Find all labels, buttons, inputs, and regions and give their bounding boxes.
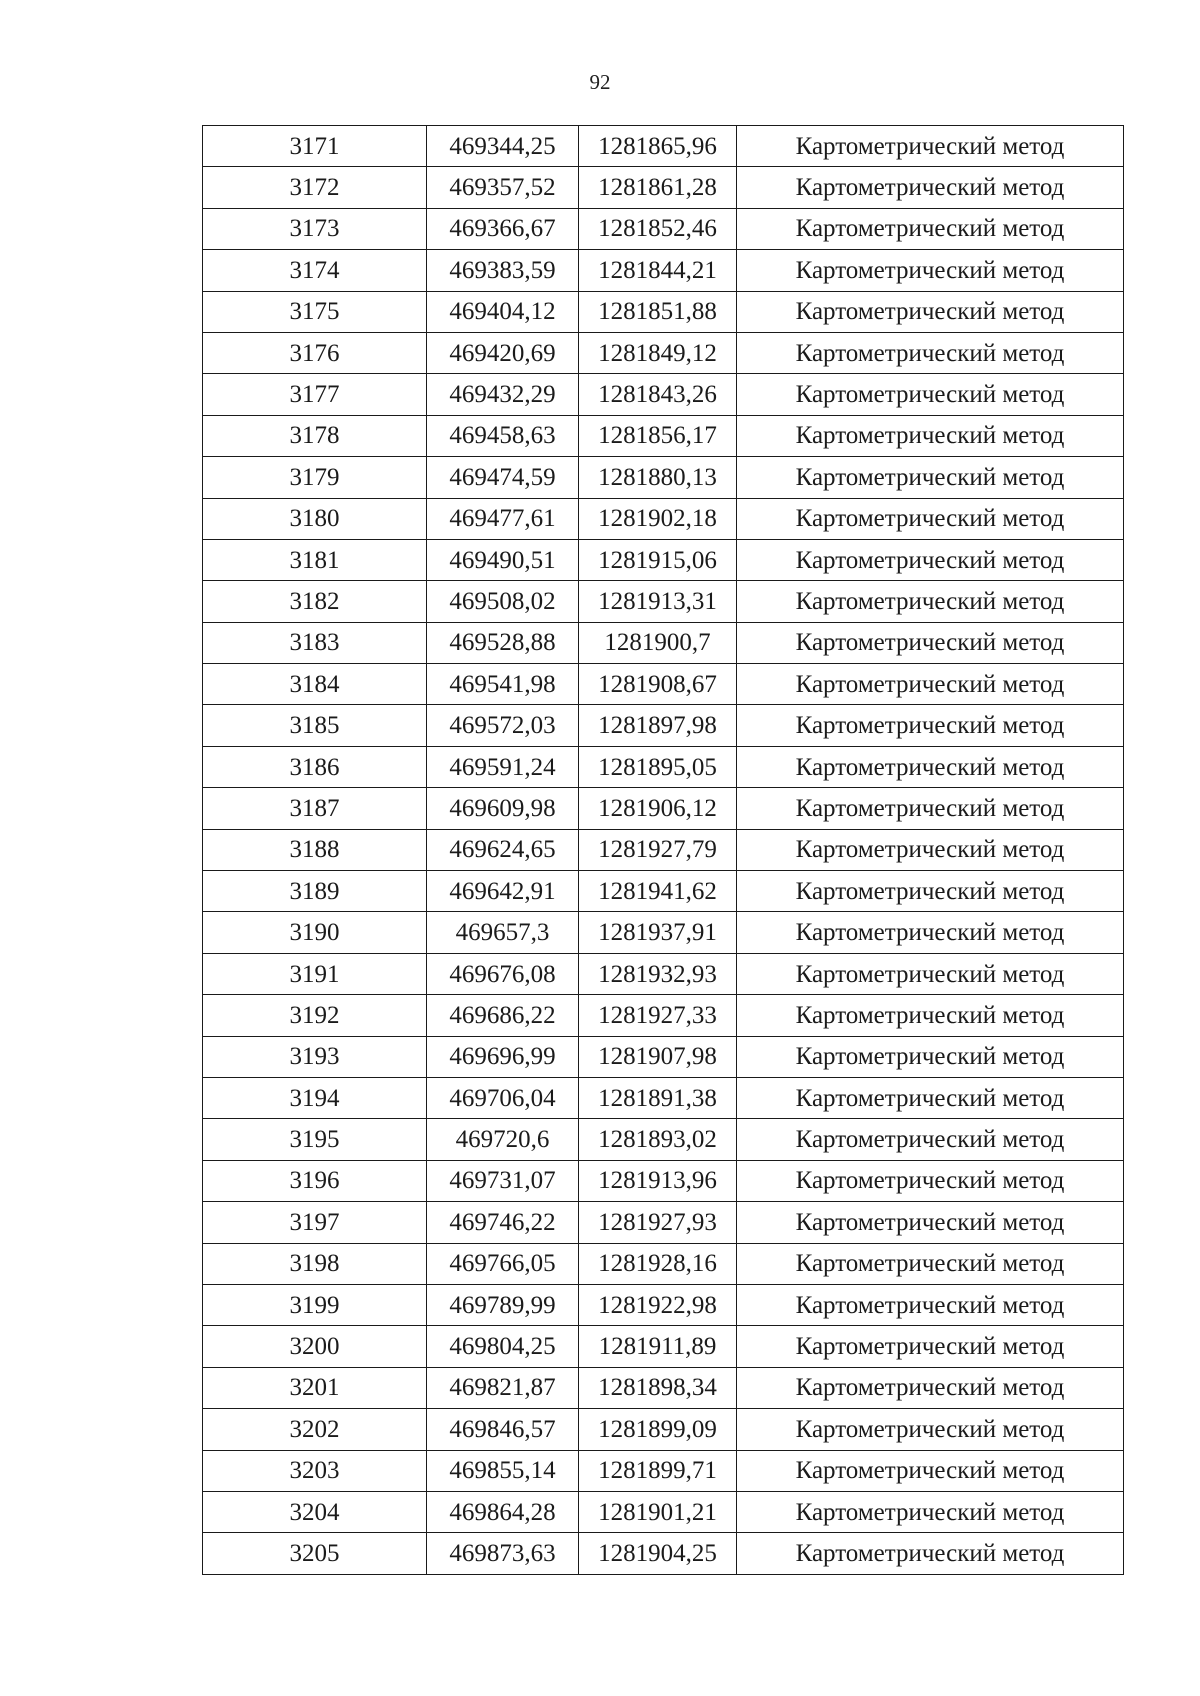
method-cell: Картометрический метод <box>737 1533 1124 1574</box>
method-cell: Картометрический метод <box>737 788 1124 829</box>
x-coordinate-cell: 469642,91 <box>427 871 579 912</box>
method-cell: Картометрический метод <box>737 457 1124 498</box>
table-row <box>203 705 1124 746</box>
table-row <box>203 581 1124 622</box>
method-cell: Картометрический метод <box>737 1243 1124 1284</box>
table-row <box>203 126 1124 167</box>
y-coordinate-cell: 1281898,34 <box>579 1367 737 1408</box>
point-number-cell: 3187 <box>203 788 427 829</box>
x-coordinate-cell: 469474,59 <box>427 457 579 498</box>
x-coordinate-cell: 469357,52 <box>427 167 579 208</box>
table-row <box>203 1367 1124 1408</box>
x-coordinate-cell: 469657,3 <box>427 912 579 953</box>
y-coordinate-cell: 1281880,13 <box>579 457 737 498</box>
point-number-cell: 3195 <box>203 1119 427 1160</box>
table-row <box>203 953 1124 994</box>
point-number-cell: 3171 <box>203 126 427 167</box>
y-coordinate-cell: 1281911,89 <box>579 1326 737 1367</box>
table-row <box>203 250 1124 291</box>
method-cell: Картометрический метод <box>737 1119 1124 1160</box>
y-coordinate-cell: 1281915,06 <box>579 539 737 580</box>
table-row <box>203 788 1124 829</box>
point-number-cell: 3202 <box>203 1409 427 1450</box>
y-coordinate-cell: 1281932,93 <box>579 953 737 994</box>
point-number-cell: 3201 <box>203 1367 427 1408</box>
y-coordinate-cell: 1281928,16 <box>579 1243 737 1284</box>
point-number-cell: 3177 <box>203 374 427 415</box>
point-number-cell: 3178 <box>203 415 427 456</box>
table-row <box>203 1243 1124 1284</box>
table-row <box>203 871 1124 912</box>
point-number-cell: 3172 <box>203 167 427 208</box>
table-row <box>203 332 1124 373</box>
method-cell: Картометрический метод <box>737 1409 1124 1450</box>
point-number-cell: 3200 <box>203 1326 427 1367</box>
point-number-cell: 3183 <box>203 622 427 663</box>
point-number-cell: 3193 <box>203 1036 427 1077</box>
y-coordinate-cell: 1281844,21 <box>579 250 737 291</box>
method-cell: Картометрический метод <box>737 332 1124 373</box>
x-coordinate-cell: 469804,25 <box>427 1326 579 1367</box>
point-number-cell: 3191 <box>203 953 427 994</box>
method-cell: Картометрический метод <box>737 126 1124 167</box>
x-coordinate-cell: 469706,04 <box>427 1077 579 1118</box>
table-row <box>203 1284 1124 1325</box>
x-coordinate-cell: 469383,59 <box>427 250 579 291</box>
y-coordinate-cell: 1281852,46 <box>579 208 737 249</box>
point-number-cell: 3205 <box>203 1533 427 1574</box>
table-row <box>203 208 1124 249</box>
method-cell: Картометрический метод <box>737 664 1124 705</box>
method-cell: Картометрический метод <box>737 1450 1124 1491</box>
table-row <box>203 664 1124 705</box>
method-cell: Картометрический метод <box>737 995 1124 1036</box>
method-cell: Картометрический метод <box>737 1077 1124 1118</box>
x-coordinate-cell: 469477,61 <box>427 498 579 539</box>
method-cell: Картометрический метод <box>737 498 1124 539</box>
x-coordinate-cell: 469696,99 <box>427 1036 579 1077</box>
method-cell: Картометрический метод <box>737 705 1124 746</box>
point-number-cell: 3174 <box>203 250 427 291</box>
x-coordinate-cell: 469458,63 <box>427 415 579 456</box>
y-coordinate-cell: 1281927,93 <box>579 1202 737 1243</box>
x-coordinate-cell: 469490,51 <box>427 539 579 580</box>
method-cell: Картометрический метод <box>737 581 1124 622</box>
y-coordinate-cell: 1281861,28 <box>579 167 737 208</box>
x-coordinate-cell: 469344,25 <box>427 126 579 167</box>
point-number-cell: 3186 <box>203 746 427 787</box>
y-coordinate-cell: 1281941,62 <box>579 871 737 912</box>
point-number-cell: 3179 <box>203 457 427 498</box>
method-cell: Картометрический метод <box>737 746 1124 787</box>
method-cell: Картометрический метод <box>737 374 1124 415</box>
table-row <box>203 498 1124 539</box>
point-number-cell: 3176 <box>203 332 427 373</box>
x-coordinate-cell: 469591,24 <box>427 746 579 787</box>
x-coordinate-cell: 469789,99 <box>427 1284 579 1325</box>
y-coordinate-cell: 1281899,71 <box>579 1450 737 1491</box>
y-coordinate-cell: 1281907,98 <box>579 1036 737 1077</box>
x-coordinate-cell: 469821,87 <box>427 1367 579 1408</box>
x-coordinate-cell: 469720,6 <box>427 1119 579 1160</box>
point-number-cell: 3198 <box>203 1243 427 1284</box>
y-coordinate-cell: 1281901,21 <box>579 1491 737 1532</box>
table-row <box>203 1491 1124 1532</box>
y-coordinate-cell: 1281937,91 <box>579 912 737 953</box>
y-coordinate-cell: 1281913,96 <box>579 1160 737 1201</box>
x-coordinate-cell: 469432,29 <box>427 374 579 415</box>
y-coordinate-cell: 1281849,12 <box>579 332 737 373</box>
x-coordinate-cell: 469609,98 <box>427 788 579 829</box>
table-row <box>203 1119 1124 1160</box>
table-row <box>203 374 1124 415</box>
y-coordinate-cell: 1281900,7 <box>579 622 737 663</box>
y-coordinate-cell: 1281865,96 <box>579 126 737 167</box>
x-coordinate-cell: 469731,07 <box>427 1160 579 1201</box>
method-cell: Картометрический метод <box>737 953 1124 994</box>
point-number-cell: 3189 <box>203 871 427 912</box>
y-coordinate-cell: 1281843,26 <box>579 374 737 415</box>
method-cell: Картометрический метод <box>737 871 1124 912</box>
point-number-cell: 3192 <box>203 995 427 1036</box>
point-number-cell: 3185 <box>203 705 427 746</box>
method-cell: Картометрический метод <box>737 1160 1124 1201</box>
x-coordinate-cell: 469676,08 <box>427 953 579 994</box>
y-coordinate-cell: 1281897,98 <box>579 705 737 746</box>
method-cell: Картометрический метод <box>737 291 1124 332</box>
point-number-cell: 3196 <box>203 1160 427 1201</box>
page-number: 92 <box>589 70 611 94</box>
table-row <box>203 539 1124 580</box>
y-coordinate-cell: 1281927,33 <box>579 995 737 1036</box>
x-coordinate-cell: 469864,28 <box>427 1491 579 1532</box>
y-coordinate-cell: 1281893,02 <box>579 1119 737 1160</box>
x-coordinate-cell: 469572,03 <box>427 705 579 746</box>
method-cell: Картометрический метод <box>737 208 1124 249</box>
table-row <box>203 167 1124 208</box>
method-cell: Картометрический метод <box>737 829 1124 870</box>
x-coordinate-cell: 469766,05 <box>427 1243 579 1284</box>
table-row <box>203 1450 1124 1491</box>
point-number-cell: 3190 <box>203 912 427 953</box>
method-cell: Картометрический метод <box>737 250 1124 291</box>
table-row <box>203 1036 1124 1077</box>
x-coordinate-cell: 469686,22 <box>427 995 579 1036</box>
y-coordinate-cell: 1281856,17 <box>579 415 737 456</box>
point-number-cell: 3175 <box>203 291 427 332</box>
y-coordinate-cell: 1281913,31 <box>579 581 737 622</box>
x-coordinate-cell: 469420,69 <box>427 332 579 373</box>
point-number-cell: 3181 <box>203 539 427 580</box>
x-coordinate-cell: 469541,98 <box>427 664 579 705</box>
method-cell: Картометрический метод <box>737 167 1124 208</box>
method-cell: Картометрический метод <box>737 912 1124 953</box>
x-coordinate-cell: 469873,63 <box>427 1533 579 1574</box>
method-cell: Картометрический метод <box>737 622 1124 663</box>
point-number-cell: 3194 <box>203 1077 427 1118</box>
method-cell: Картометрический метод <box>737 1202 1124 1243</box>
y-coordinate-cell: 1281908,67 <box>579 664 737 705</box>
y-coordinate-cell: 1281904,25 <box>579 1533 737 1574</box>
method-cell: Картометрический метод <box>737 1326 1124 1367</box>
point-number-cell: 3204 <box>203 1491 427 1532</box>
table-row <box>203 1202 1124 1243</box>
point-number-cell: 3188 <box>203 829 427 870</box>
y-coordinate-cell: 1281927,79 <box>579 829 737 870</box>
table-row <box>203 622 1124 663</box>
y-coordinate-cell: 1281902,18 <box>579 498 737 539</box>
y-coordinate-cell: 1281922,98 <box>579 1284 737 1325</box>
table-row <box>203 1160 1124 1201</box>
table-row <box>203 1409 1124 1450</box>
x-coordinate-cell: 469404,12 <box>427 291 579 332</box>
method-cell: Картометрический метод <box>737 1036 1124 1077</box>
x-coordinate-cell: 469846,57 <box>427 1409 579 1450</box>
table-row <box>203 1326 1124 1367</box>
point-number-cell: 3199 <box>203 1284 427 1325</box>
table-row <box>203 829 1124 870</box>
coordinates-table <box>202 125 1124 1575</box>
point-number-cell: 3182 <box>203 581 427 622</box>
method-cell: Картометрический метод <box>737 1284 1124 1325</box>
x-coordinate-cell: 469528,88 <box>427 622 579 663</box>
table-row <box>203 1533 1124 1574</box>
y-coordinate-cell: 1281899,09 <box>579 1409 737 1450</box>
method-cell: Картометрический метод <box>737 1491 1124 1532</box>
table-row <box>203 995 1124 1036</box>
coordinates-table-body <box>203 126 1124 1575</box>
point-number-cell: 3173 <box>203 208 427 249</box>
method-cell: Картометрический метод <box>737 539 1124 580</box>
x-coordinate-cell: 469366,67 <box>427 208 579 249</box>
x-coordinate-cell: 469624,65 <box>427 829 579 870</box>
y-coordinate-cell: 1281895,05 <box>579 746 737 787</box>
y-coordinate-cell: 1281906,12 <box>579 788 737 829</box>
x-coordinate-cell: 469508,02 <box>427 581 579 622</box>
x-coordinate-cell: 469855,14 <box>427 1450 579 1491</box>
table-row <box>203 1077 1124 1118</box>
point-number-cell: 3180 <box>203 498 427 539</box>
point-number-cell: 3197 <box>203 1202 427 1243</box>
method-cell: Картометрический метод <box>737 1367 1124 1408</box>
y-coordinate-cell: 1281851,88 <box>579 291 737 332</box>
table-row <box>203 912 1124 953</box>
table-row <box>203 291 1124 332</box>
point-number-cell: 3203 <box>203 1450 427 1491</box>
method-cell: Картометрический метод <box>737 415 1124 456</box>
table-row <box>203 457 1124 498</box>
point-number-cell: 3184 <box>203 664 427 705</box>
table-row <box>203 746 1124 787</box>
x-coordinate-cell: 469746,22 <box>427 1202 579 1243</box>
table-row <box>203 415 1124 456</box>
y-coordinate-cell: 1281891,38 <box>579 1077 737 1118</box>
